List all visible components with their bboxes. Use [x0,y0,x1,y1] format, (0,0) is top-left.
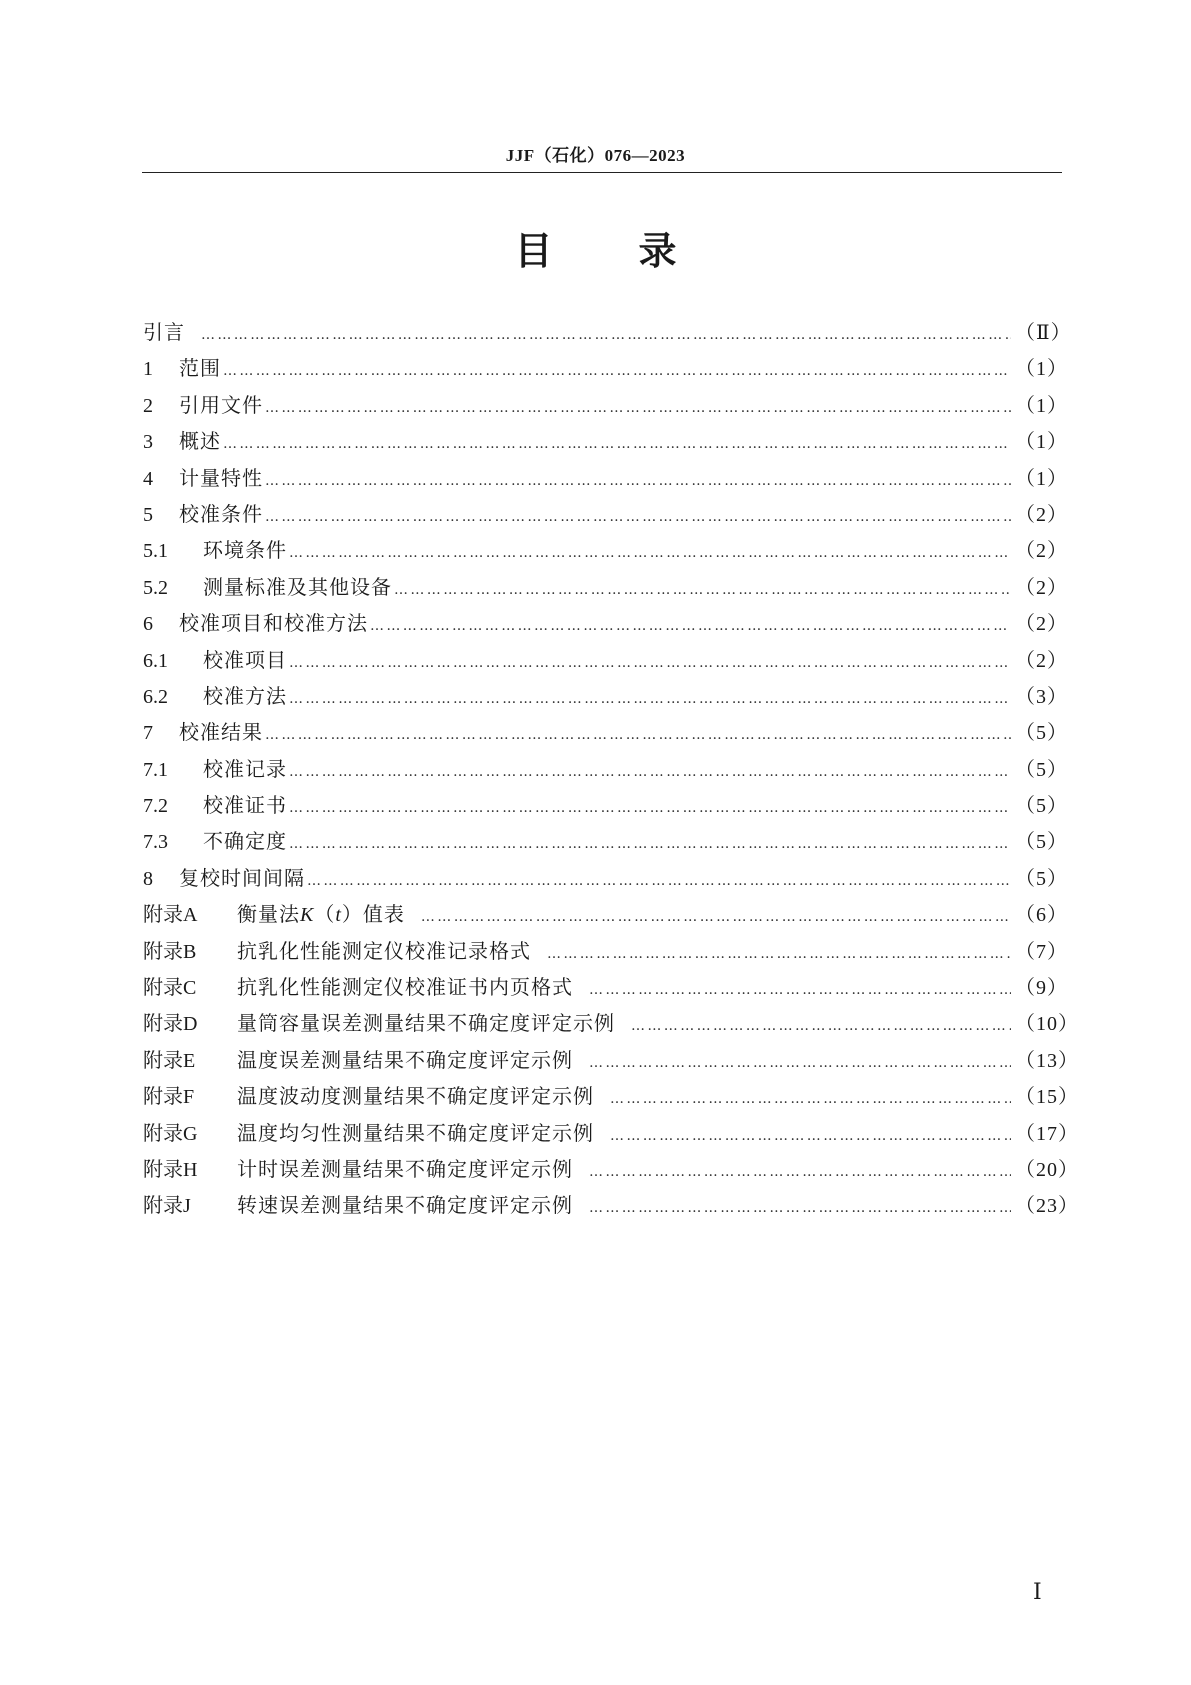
toc-entry-title: 温度误差测量结果不确定度评定示例 [237,1047,573,1072]
toc-entry-appendix-a[interactable] [143,896,1068,932]
variable-k: K [300,904,315,927]
toc-leader-dots [265,499,1011,535]
toc-entry-page: （1） [1015,467,1068,490]
toc-entry-title: 转速误差测量结果不确定度评定示例 [237,1193,573,1218]
toc-entry-number: 7 [143,722,153,745]
table-of-contents [143,314,1079,1224]
toc-leader-dots [223,426,1011,462]
toc-entry-title: 校准项目 [203,647,287,672]
toc-entry-6-1[interactable] [143,642,1068,678]
toc-entry-appendix-f[interactable] [143,1078,1079,1114]
toc-entry-title: 测量标准及其他设备 [203,574,392,599]
toc-entry-7-3[interactable] [143,823,1068,859]
toc-leader-dots [610,1081,1011,1117]
toc-entry-page: （17） [1015,1122,1079,1145]
toc-entry-title: 范围 [179,356,221,381]
toc-entry-number: 3 [143,431,153,454]
toc-entry-number: 附录H [143,1158,198,1181]
toc-entry-page: （5） [1015,795,1068,818]
toc-entry-5-2[interactable] [143,569,1068,605]
toc-entry-number: 4 [143,467,153,490]
toc-entry-title: 引言 [143,320,185,344]
toc-leader-dots [289,790,1011,826]
toc-entry-page: （2） [1015,503,1068,526]
toc-entry-appendix-h[interactable] [143,1151,1079,1187]
toc-entry-number: 附录D [143,1013,198,1036]
toc-entry-number: 6.1 [143,649,168,672]
toc-entry-title: 概述 [179,429,221,454]
toc-entry-page: （5） [1015,722,1068,745]
toc-entry-5-1[interactable] [143,532,1068,568]
toc-entry-title: 环境条件 [203,538,287,563]
toc-entry-number: 7.3 [143,831,168,854]
toc-title-suffix: 值表 [362,902,405,927]
toc-entry-appendix-g[interactable] [143,1115,1079,1151]
toc-entry-number: 6.2 [143,685,168,708]
toc-entry-page: （2） [1015,576,1068,599]
toc-entry-number: 附录C [143,977,197,1000]
toc-entry-title: 校准记录 [203,756,287,781]
toc-heading-char-1: 目 [514,229,553,273]
toc-entry-number: 附录G [143,1122,198,1145]
toc-entry-title: 校准方法 [203,683,287,708]
standard-code-header: JJF（石化）076—2023 [505,146,686,165]
toc-entry-6-2[interactable] [143,678,1068,714]
toc-entry-page: （3） [1015,685,1068,708]
toc-entry-title: 校准条件 [179,501,263,526]
toc-entry-number: 5.1 [143,540,168,563]
toc-entry-page: （5） [1015,867,1068,890]
toc-entry-page: （6） [1015,904,1068,927]
toc-leader-dots [589,1154,1011,1190]
toc-entry-2[interactable] [143,387,1068,423]
toc-entry-page: （1） [1015,358,1068,381]
toc-entry-page: （5） [1015,831,1068,854]
toc-entry-page: （7） [1015,940,1068,963]
toc-entry-5[interactable] [143,496,1068,532]
toc-entry-number: 8 [143,867,153,890]
toc-entry-intro[interactable] [143,314,1072,350]
toc-entry-title: 复校时间间隔 [179,865,305,890]
toc-entry-appendix-d[interactable] [143,1005,1079,1041]
toc-leader-dots [265,463,1011,499]
toc-entry-page: （10） [1015,1013,1079,1036]
toc-leader-dots [289,754,1011,790]
toc-entry-page: （2） [1015,649,1068,672]
toc-entry-1[interactable] [143,350,1068,386]
toc-entry-title: 不确定度 [203,829,287,854]
toc-entry-title: 抗乳化性能测定仪校准证书内页格式 [237,975,573,1000]
toc-leader-dots [289,826,1011,862]
toc-entry-title: 温度波动度测量结果不确定度评定示例 [237,1084,594,1109]
toc-entry-3[interactable] [143,423,1068,459]
toc-entry-page: （Ⅱ） [1015,322,1072,344]
page-number: Ⅰ [1033,1579,1042,1604]
toc-leader-dots [289,681,1011,717]
toc-leader-dots [547,936,1011,972]
toc-leader-dots [421,899,1011,935]
toc-entry-page: （20） [1015,1158,1079,1181]
toc-entry-number: 7.2 [143,795,168,818]
toc-entry-appendix-j[interactable] [143,1187,1079,1223]
toc-entry-page: （1） [1015,394,1068,417]
toc-entry-4[interactable] [143,460,1068,496]
toc-entry-page: （2） [1015,540,1068,563]
toc-entry-page: （2） [1015,613,1068,636]
toc-leader-dots [307,863,1011,899]
toc-entry-number: 附录E [143,1049,196,1072]
paren-close: ） [341,902,363,927]
toc-entry-page: （1） [1015,431,1068,454]
toc-entry-number: 5 [143,503,153,526]
toc-entry-title: 计时误差测量结果不确定度评定示例 [237,1156,573,1181]
toc-entry-8[interactable] [143,860,1068,896]
toc-entry-page: （15） [1015,1086,1079,1109]
header-divider [142,172,1062,173]
toc-heading-char-2: 录 [638,229,677,273]
toc-entry-number: 附录J [143,1195,191,1218]
toc-entry-title: 校准结果 [179,720,263,745]
toc-entry-number: 5.2 [143,576,168,599]
toc-leader-dots [289,535,1011,571]
toc-entry-title: 计量特性 [179,465,263,490]
toc-entry-page: （9） [1015,977,1068,1000]
toc-entry-number: 附录A [143,904,198,927]
toc-leader-dots [223,353,1011,389]
toc-entry-title: 温度均匀性测量结果不确定度评定示例 [237,1120,594,1145]
toc-entry-appendix-b[interactable] [143,933,1068,969]
toc-entry-title: 抗乳化性能测定仪校准记录格式 [237,938,531,963]
toc-entry-7-1[interactable] [143,751,1068,787]
toc-entry-number: 2 [143,394,153,417]
toc-title-prefix: 衡量法 [237,902,300,927]
toc-leader-dots [631,1008,1011,1044]
variable-t: t [335,904,342,927]
toc-entry-page: （13） [1015,1049,1079,1072]
toc-entry-7-2[interactable] [143,787,1068,823]
toc-heading [0,226,1191,276]
toc-leader-dots [589,1190,1011,1226]
toc-leader-dots [265,717,1011,753]
toc-leader-dots [589,1045,1011,1081]
toc-entry-number: 7.1 [143,758,168,781]
toc-entry-number: 1 [143,358,153,381]
toc-entry-7[interactable] [143,714,1068,750]
toc-leader-dots [610,1118,1011,1154]
toc-leader-dots [370,608,1011,644]
toc-entry-title: 校准证书 [203,793,287,818]
toc-leader-dots [394,572,1011,608]
toc-entry-title: 引用文件 [179,392,263,417]
toc-leader-dots [589,972,1011,1008]
toc-entry-page: （5） [1015,758,1068,781]
toc-entry-title: 量筒容量误差测量结果不确定度评定示例 [237,1011,615,1036]
toc-entry-title: 校准项目和校准方法 [179,611,368,636]
toc-entry-number: 附录B [143,940,197,963]
toc-entry-number: 附录F [143,1086,195,1109]
toc-entry-page: （23） [1015,1195,1079,1218]
toc-leader-dots [289,645,1011,681]
toc-entry-appendix-c[interactable] [143,969,1068,1005]
toc-entry-6[interactable] [143,605,1068,641]
toc-leader-dots [265,390,1011,426]
toc-leader-dots [201,317,1011,353]
toc-entry-number: 6 [143,613,153,636]
toc-entry-title [237,896,419,933]
paren-open: （ [314,902,336,927]
toc-entry-appendix-e[interactable] [143,1042,1079,1078]
